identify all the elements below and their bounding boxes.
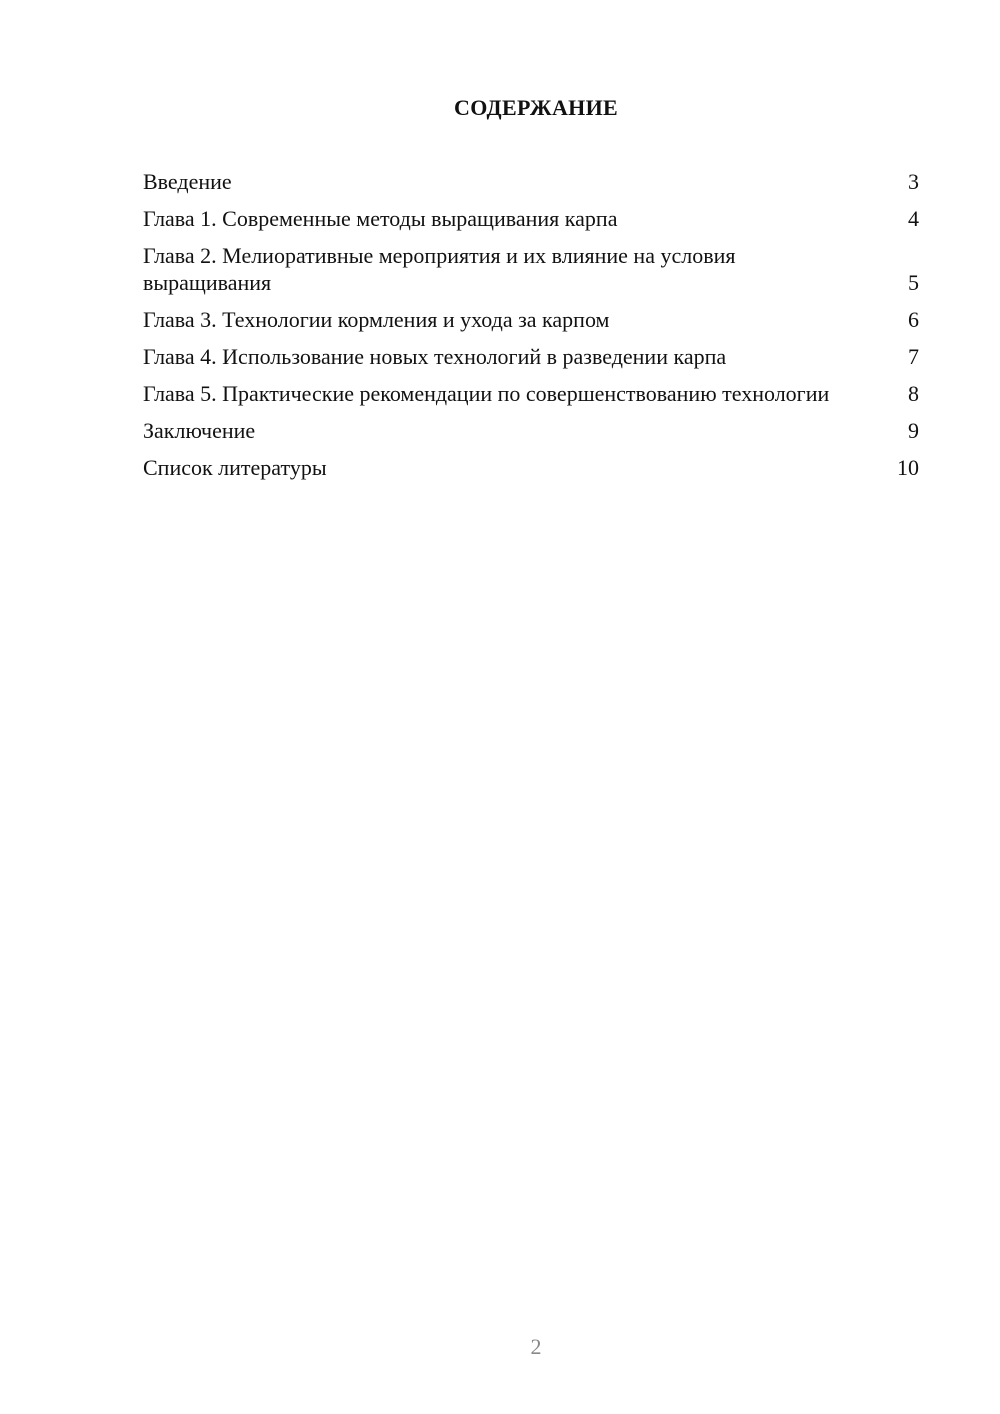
toc-entry-page: 8: [908, 381, 919, 406]
toc-entry[interactable]: [143, 168, 919, 195]
toc-entry[interactable]: [143, 242, 919, 296]
toc-entry-label: Глава 3. Технологии кормления и ухода за карпом: [143, 307, 610, 332]
toc-entry-label: Глава 4. Использование новых технологий в разведении карпа: [143, 344, 727, 369]
toc-entry-label: Заключение: [143, 418, 256, 443]
toc-entry-page: 9: [908, 418, 919, 443]
toc-entry-label: Глава 5. Практические рекомендации по совершенствованию технологии: [143, 381, 830, 406]
toc-entry[interactable]: [143, 380, 919, 407]
toc-entry[interactable]: [143, 454, 919, 481]
toc-entry-label: Введение: [143, 169, 232, 194]
toc-entry-label: Список литературы: [143, 455, 327, 480]
toc-entry-label: Глава 2. Мелиоративные мероприятия и их влияние на условия выращивания: [143, 243, 736, 295]
page-title: СОДЕРЖАНИЕ: [454, 95, 618, 120]
toc-entry-page: 10: [897, 455, 919, 480]
table-of-contents: [143, 168, 919, 491]
toc-entry[interactable]: [143, 205, 919, 232]
toc-entry-page: 4: [908, 206, 919, 231]
page-number: 2: [530, 1334, 542, 1359]
toc-entry[interactable]: [143, 306, 919, 333]
toc-entry-page: 3: [908, 169, 919, 194]
toc-entry-page: 5: [908, 270, 919, 295]
toc-entry[interactable]: [143, 417, 919, 444]
toc-entry-page: 6: [908, 307, 919, 332]
toc-entry[interactable]: [143, 343, 919, 370]
toc-entry-label: Глава 1. Современные методы выращивания карпа: [143, 206, 618, 231]
toc-entry-page: 7: [908, 344, 919, 369]
